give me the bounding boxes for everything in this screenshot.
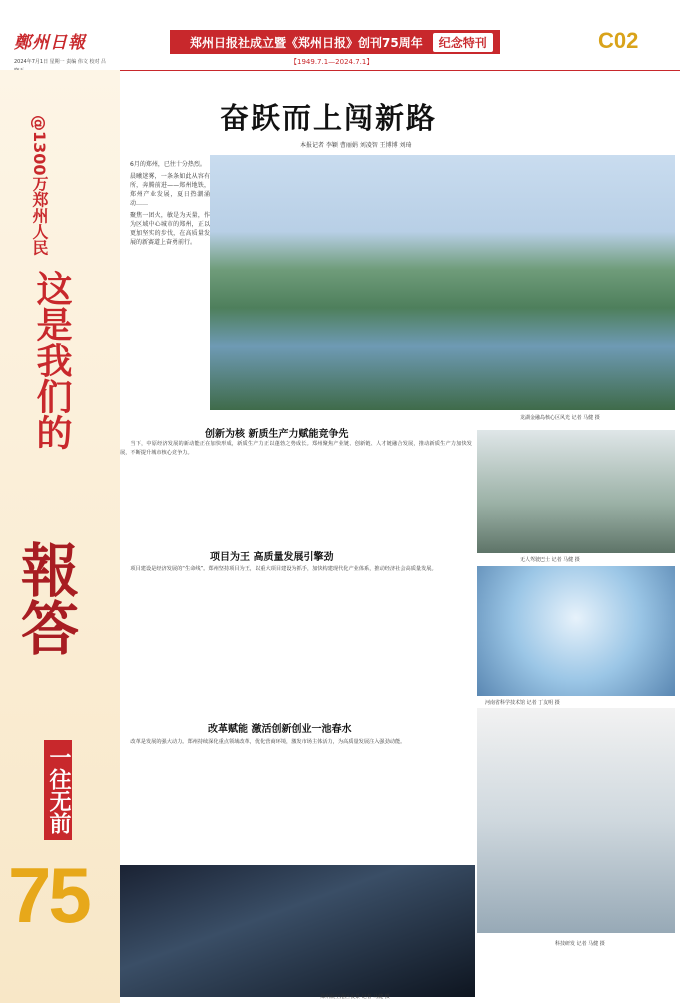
calligraphy-text: 報答 [11, 540, 79, 656]
main-aerial-photo [210, 155, 675, 410]
headline: 奋跃而上闯新路 [220, 101, 438, 135]
science-museum-photo [477, 566, 675, 696]
photo-caption: 科技研发 记者 马健 摄 [555, 941, 605, 947]
night-aerial-photo [120, 865, 475, 997]
intro-text [130, 160, 210, 355]
side-slogan: 一往无前 [44, 740, 72, 840]
section-title: 创新为核 新质生产力赋能竞争先 [205, 429, 349, 440]
anniversary-number: 75 [8, 851, 89, 939]
photo-caption: 无人驾驶巴士 记者 马健 摄 [520, 557, 580, 563]
red-vertical-text: 这是我们的 [31, 270, 72, 450]
banner-title: 郑州日报社成立暨《郑州日报》创刊75周年 [190, 35, 423, 50]
edition-info: 2024年7月1日 星期一 责编 伟文 校对 吕 [14, 59, 107, 65]
banner-dates: 【1949.7.1—2024.7.1】 [290, 58, 374, 66]
masthead-logo: 鄭州日報 [14, 33, 86, 53]
intro-paragraph: 6月的郑州，已往十分热烈。 [130, 161, 206, 168]
intro-paragraph: 晨曦迷雾，一条条如此从容有所，奔腾前进——郑州地铁，郑州产业发展，夏日热潮涌动…… [130, 173, 210, 207]
banner [170, 30, 500, 54]
section-title: 项目为王 高质量发展引擎劲 [210, 552, 334, 563]
at-text: @1300万郑州人民 [30, 115, 49, 256]
section-paragraph: 改革是发展的强大动力。郑州持续深化重点领域改革，优化营商环境，激发市场主体活力，为高质量发展注入强劲动能。 [130, 739, 406, 745]
top-rule [120, 70, 680, 71]
page-number: C02 [598, 28, 639, 53]
section-paragraph: 项目建设是经济发展的“生命线”。郑州坚持项目为王，以重大项目建设为抓手，加快构建现代化产业体系，推动经济社会高质量发展。 [130, 566, 437, 572]
section-title: 改革赋能 激活创新创业一池春水 [208, 724, 352, 735]
photo-caption: 河南省科学技术馆 记者 丁友明 摄 [485, 700, 560, 706]
driverless-bus-photo [477, 430, 675, 553]
byline: 本报记者 李颖 曹丽娟 刘凌智 王博博 刘琦 [300, 142, 412, 149]
intro-paragraph: 聚焦一团火，敏是为天量，作为区域中心城市的郑州，正以更加坚实的步伐，在高质量发展的新赛道上奋勇前行。 [130, 212, 210, 246]
bottom-photo-caption: 郑州航空港区夜景 记者 马健 摄 [320, 994, 390, 1000]
banner-tag: 纪念特刊 [433, 33, 493, 52]
section-body [120, 738, 472, 863]
section-body [120, 440, 472, 560]
section-paragraph: 当下，中原经济发展的新动能正在加快形成，新质生产力正以蓬勃之势成长。郑州聚焦产业链、创新链、人才链融合发展，推动新质生产力加快发展，不断提升城市核心竞争力。 [120, 441, 472, 456]
main-photo-caption: 龙湖金融岛核心区风光 记者 马健 摄 [520, 415, 600, 421]
section-body [120, 565, 472, 705]
lab-research-photo [477, 708, 675, 933]
